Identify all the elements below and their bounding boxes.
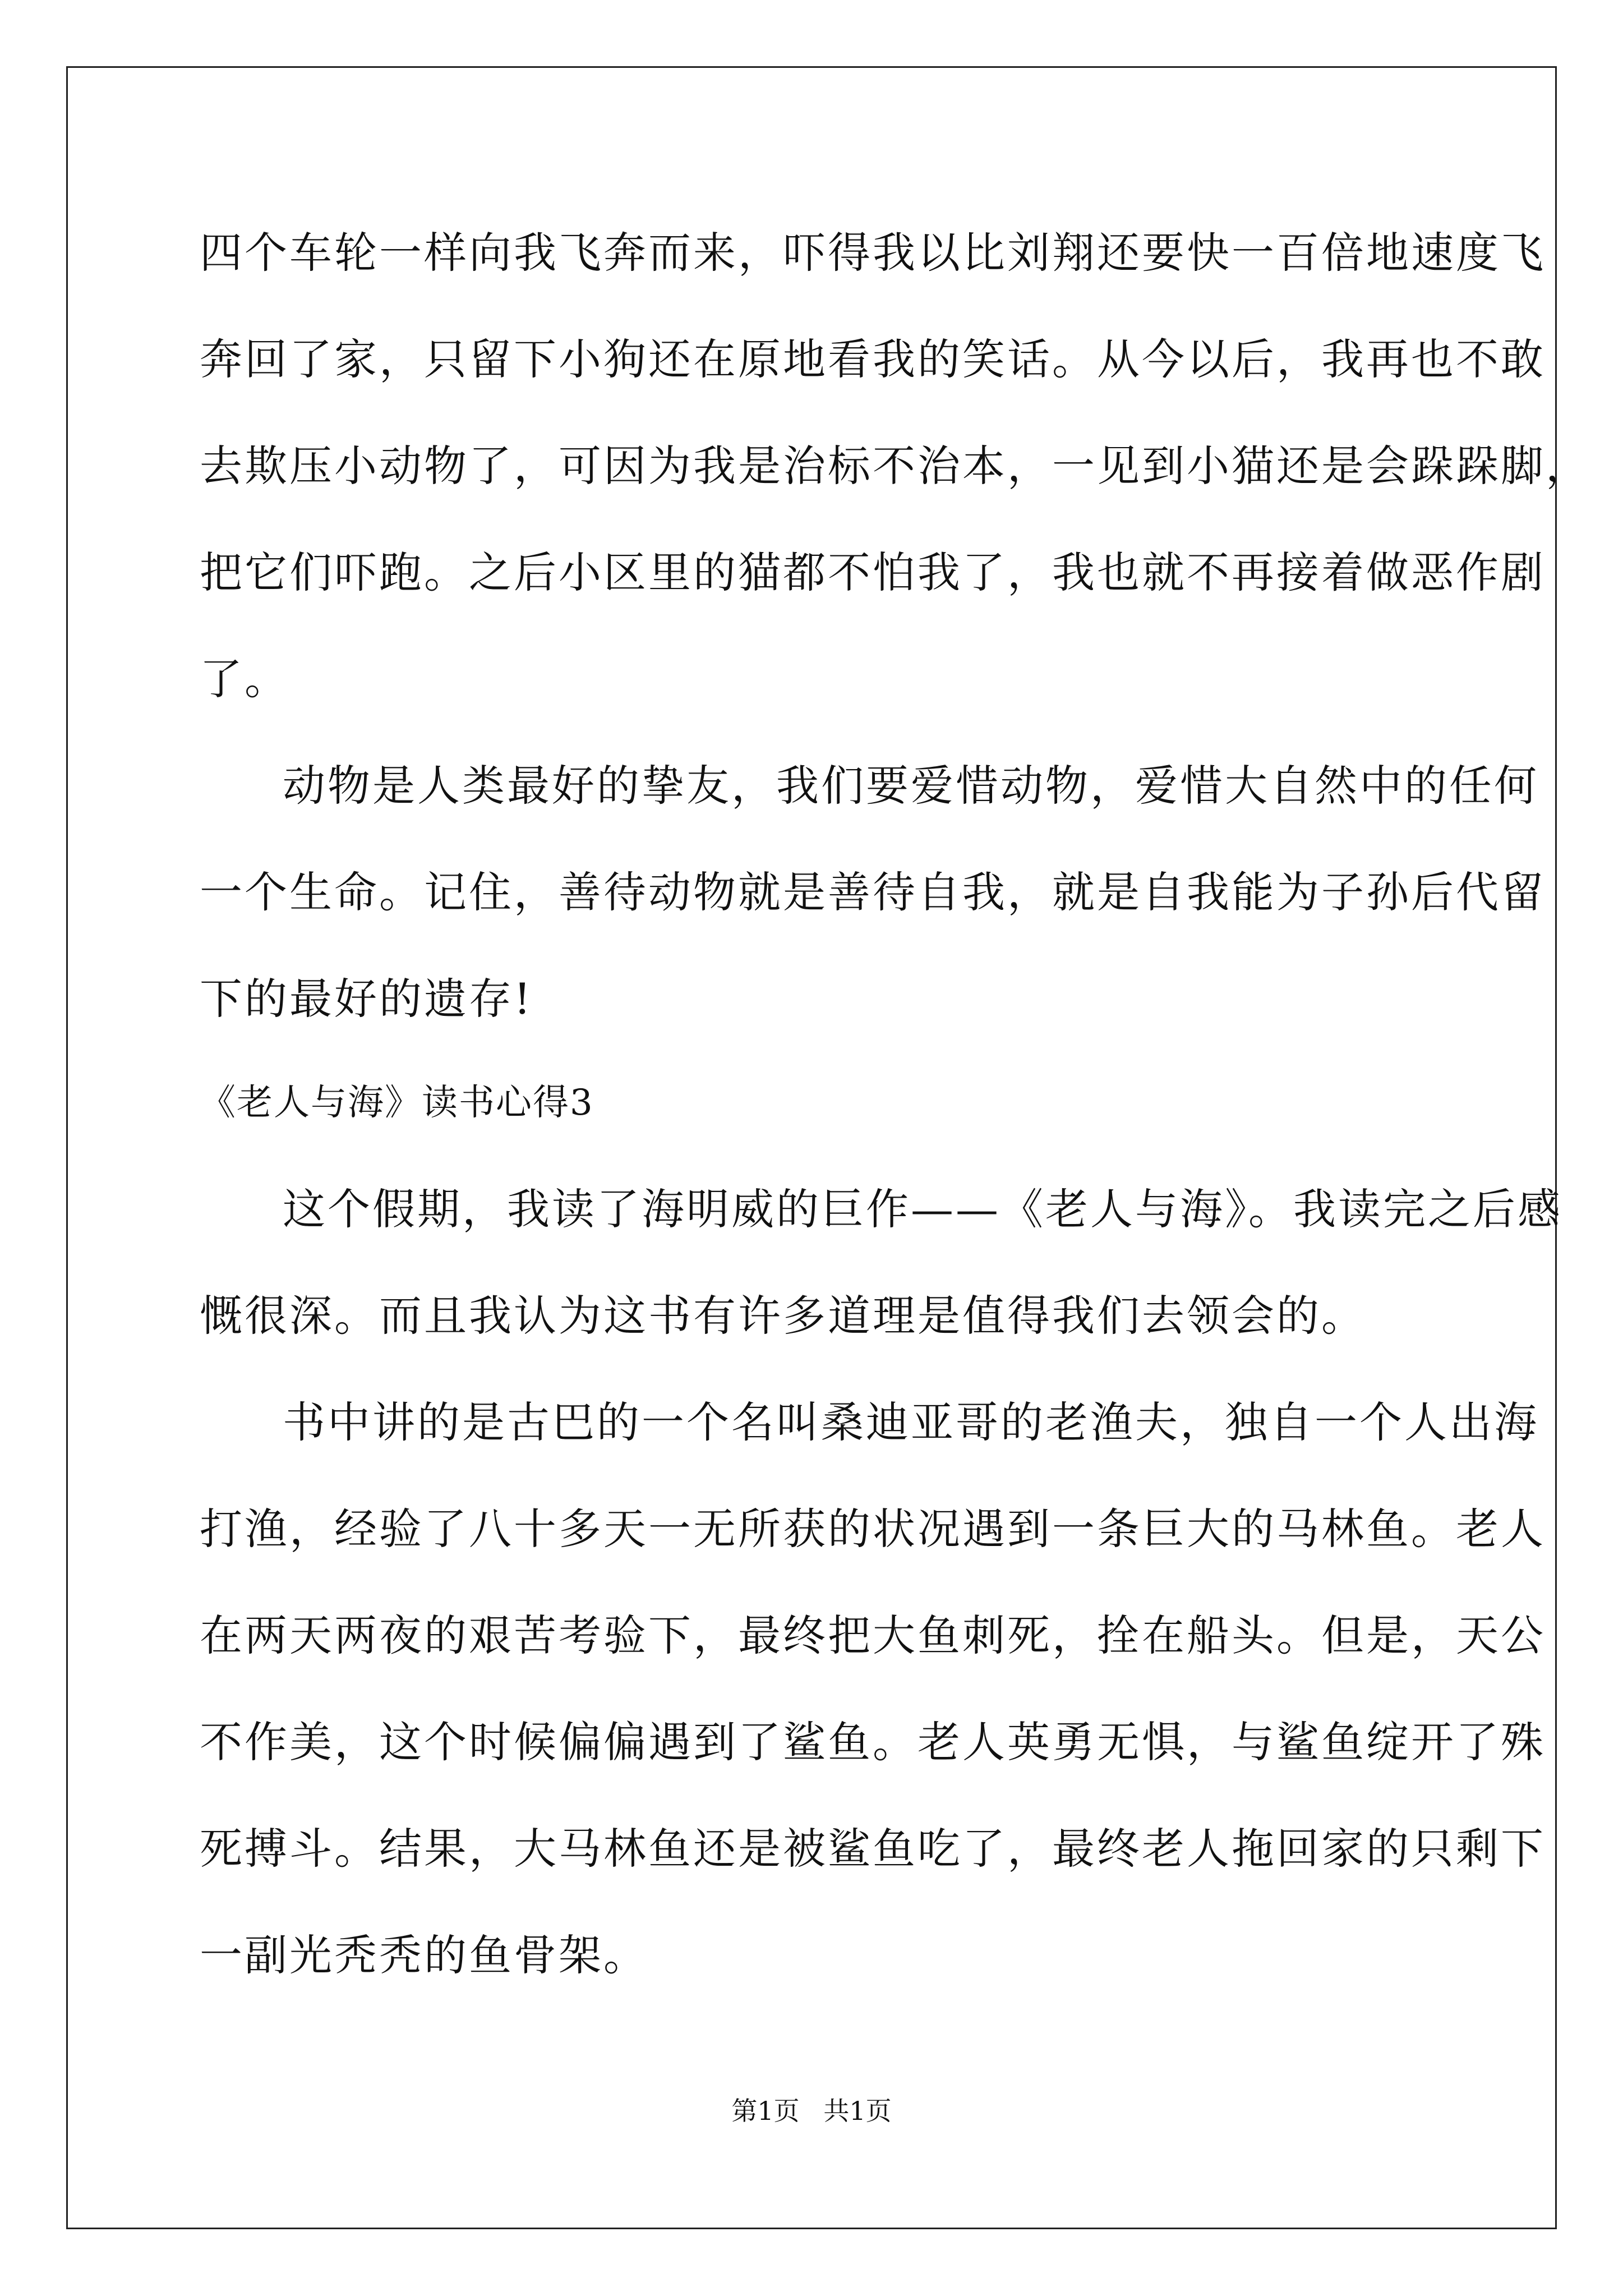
section-heading: 《老人与海》读书心得3 [200, 1082, 594, 1124]
page-footer [0, 2094, 1623, 2128]
paragraph-1-line-5: 了。 [200, 654, 289, 704]
paragraph-2-line-2: 一个生命。记住，善待动物就是善待自我，就是自我能为子孙后代留 [200, 867, 1546, 917]
paragraph-2-line-1: 动物是人类最好的挚友，我们要爱惜动物，爱惜大自然中的任何 [283, 761, 1539, 811]
paragraph-1-line-2: 奔回了家，只留下小狗还在原地看我的笑话。从今以后，我再也不敢 [200, 334, 1546, 384]
paragraph-3-line-1: 这个假期，我读了海明威的巨作——《老人与海》。我读完之后感 [283, 1184, 1562, 1234]
paragraph-2-line-3: 下的最好的遗存! [200, 974, 533, 1024]
paragraph-4-line-2: 打渔，经验了八十多天一无所获的状况遇到一条巨大的马林鱼。老人 [200, 1504, 1546, 1554]
paragraph-4-line-1: 书中讲的是古巴的一个名叫桑迪亚哥的老渔夫，独自一个人出海 [283, 1397, 1539, 1447]
paragraph-4-line-3: 在两天两夜的艰苦考验下，最终把大鱼刺死，拴在船头。但是，天公 [200, 1611, 1546, 1660]
page-number-total: 共1页 [823, 2096, 892, 2126]
paragraph-4-line-4: 不作美，这个时候偏偏遇到了鲨鱼。老人英勇无惧，与鲨鱼绽开了殊 [200, 1717, 1546, 1767]
paragraph-1-line-4: 把它们吓跑。之后小区里的猫都不怕我了，我也就不再接着做恶作剧 [200, 547, 1546, 597]
paragraph-3-line-2: 慨很深。而且我认为这书有许多道理是值得我们去领会的。 [200, 1291, 1366, 1341]
page-border [66, 66, 1557, 2229]
paragraph-1-line-3: 去欺压小动物了，可因为我是治标不治本，一见到小猫还是会跺跺脚， [200, 441, 1590, 491]
page-number-current: 第1页 [731, 2096, 800, 2126]
paragraph-4-line-6: 一副光秃秃的鱼骨架。 [200, 1930, 648, 1980]
paragraph-1-line-1: 四个车轮一样向我飞奔而来，吓得我以比刘翔还要快一百倍地速度飞 [200, 228, 1546, 278]
paragraph-4-line-5: 死搏斗。结果，大马林鱼还是被鲨鱼吃了，最终老人拖回家的只剩下 [200, 1824, 1546, 1874]
